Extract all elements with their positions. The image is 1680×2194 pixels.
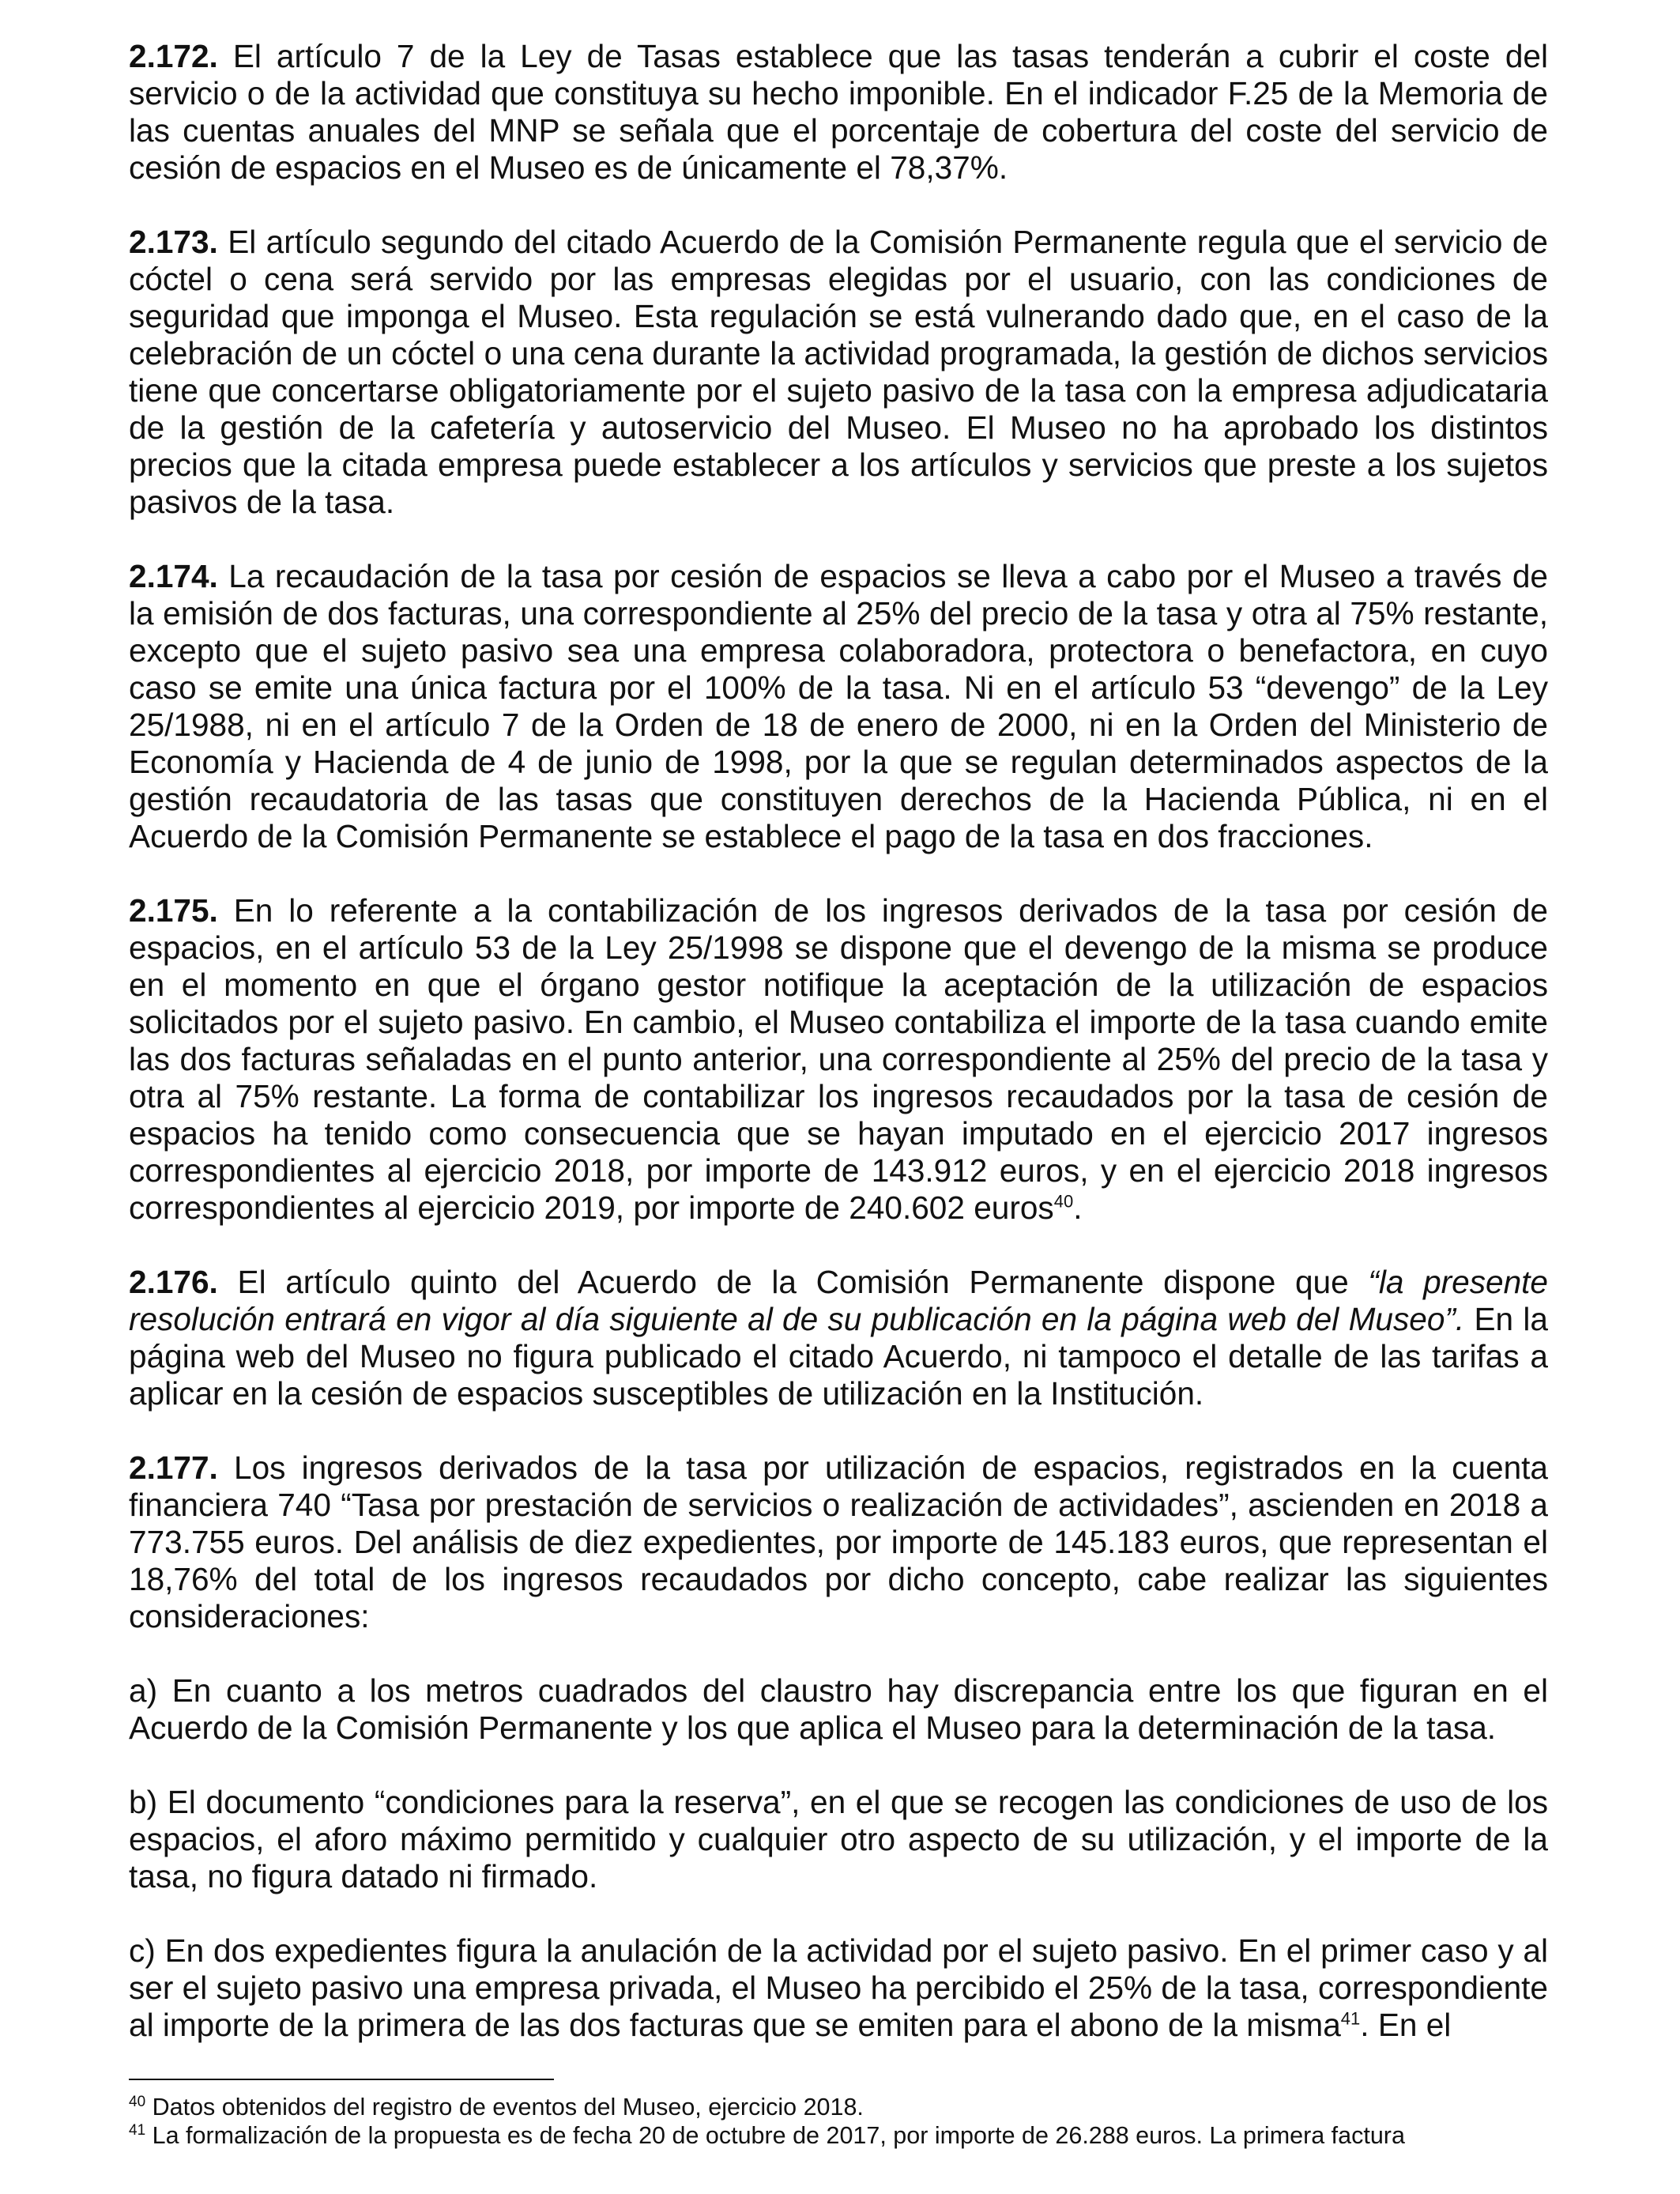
paragraph-number: 2.173. xyxy=(129,224,218,260)
footnote-reference[interactable]: 40 xyxy=(1053,1191,1074,1212)
paragraph-text: Los ingresos derivados de la tasa por utilización de espacios, registrados en la cuenta financiera 740 “Tasa por prestación de servicios o realización de actividades”, ascienden en 2018 a 773.755 euros. Del análisis de diez expedientes, por importe de 145.183 euros, que representan el 18,76% del total de los ingresos recaudados por dicho concepto, cabe realizar las siguientes consideraciones: xyxy=(129,1449,1548,1634)
list-item-c xyxy=(129,1932,1548,2044)
paragraph-text: El artículo segundo del citado Acuerdo de la Comisión Permanente regula que el servicio de cóctel o cena será servido por las empresas elegidas por el usuario, con las condiciones de seguridad que imponga el Museo. Esta regulación se está vulnerando dado que, en el caso de la celebración de un cóctel o una cena durante la actividad programada, la gestión de dichos servicios tiene que concertarse obligatoriamente por el sujeto pasivo de la tasa con la empresa adjudicataria de la gestión de la cafetería y autoservicio del Museo. El Museo no ha aprobado los distintos precios que la citada empresa puede establecer a los artículos y servicios que preste a los sujetos pasivos de la tasa. xyxy=(129,224,1548,520)
footnote-text: La formalización de la propuesta es de fecha 20 de octubre de 2017, por importe de 26.288 euros. La primera factura xyxy=(145,2122,1405,2149)
paragraph-number: 2.174. xyxy=(129,558,218,594)
paragraph-number: 2.172. xyxy=(129,38,218,74)
footnote-reference[interactable]: 41 xyxy=(1340,2008,1361,2029)
paragraph-2-172 xyxy=(129,38,1548,187)
paragraph-text: En lo referente a la contabilización de los ingresos derivados de la tasa por cesión de espacios, en el artículo 53 de la Ley 25/1998 se dispone que el devengo de la misma se produce en el momento en que el órgano gestor notifique la aceptación de la utilización de espacios solicitados por el sujeto pasivo. En cambio, el Museo contabiliza el importe de la tasa cuando emite las dos facturas señaladas en el punto anterior, una correspondiente al 25% del precio de la tasa y otra al 75% restante. La forma de contabilizar los ingresos recaudados por la tasa de cesión de espacios ha tenido como consecuencia que se hayan imputado en el ejercicio 2017 ingresos correspondientes al ejercicio 2018, por importe de 143.912 euros, y en el ejercicio 2018 ingresos correspondientes al ejercicio 2019, por importe de 240.602 euros xyxy=(129,892,1548,1226)
footnote-41 xyxy=(129,2121,1548,2150)
quoted-text: “la presente resolución entrará en vigor al día siguiente al de su publicación en la página web del Museo”. xyxy=(129,1264,1548,1337)
list-item-text-end: . En el xyxy=(1360,2007,1452,2043)
footnote-separator xyxy=(129,2079,554,2080)
footnote-text: Datos obtenidos del registro de eventos del Museo, ejercicio 2018. xyxy=(145,2094,864,2120)
footnotes xyxy=(129,2093,1548,2150)
paragraph-2-175 xyxy=(129,892,1548,1227)
paragraph-2-174 xyxy=(129,558,1548,855)
paragraph-text: El artículo 7 de la Ley de Tasas establece que las tasas tenderán a cubrir el coste del servicio o de la actividad que constituya su hecho imponible. En el indicador F.25 de la Memoria de las cuentas anuales del MNP se señala que el porcentaje de cobertura del coste del servicio de cesión de espacios en el Museo es de únicamente el 78,37%. xyxy=(129,38,1548,186)
paragraph-2-177 xyxy=(129,1449,1548,1635)
list-item-b xyxy=(129,1784,1548,1895)
paragraph-2-176 xyxy=(129,1264,1548,1412)
paragraph-number: 2.176. xyxy=(129,1264,218,1300)
paragraph-2-173 xyxy=(129,224,1548,521)
footnote-number: 41 xyxy=(129,2121,146,2139)
list-item-a xyxy=(129,1672,1548,1747)
list-item-text: c) En dos expedientes figura la anulación de la actividad por el sujeto pasivo. En el primer caso y al ser el sujeto pasivo una empresa privada, el Museo ha percibido el 25% de la tasa, correspondiente al importe de la primera de las dos facturas que se emiten para el abono de la misma xyxy=(129,1932,1548,2043)
footnote-number: 40 xyxy=(129,2093,146,2110)
paragraph-text: El artículo quinto del Acuerdo de la Comisión Permanente dispone que xyxy=(237,1264,1369,1300)
paragraph-text: La recaudación de la tasa por cesión de espacios se lleva a cabo por el Museo a través de la emisión de dos facturas, una correspondiente al 25% del precio de la tasa y otra al 75% restante, excepto que el sujeto pasivo sea una empresa colaboradora, protectora o benefactora, en cuyo caso se emite una única factura por el 100% de la tasa. Ni en el artículo 53 “devengo” de la Ley 25/1988, ni en el artículo 7 de la Orden de 18 de enero de 2000, ni en la Orden del Ministerio de Economía y Hacienda de 4 de junio de 1998, por la que se regulan determinados aspectos de la gestión recaudatoria de las tasas que constituyen derechos de la Hacienda Pública, ni en el Acuerdo de la Comisión Permanente se establece el pago de la tasa en dos fracciones. xyxy=(129,558,1548,854)
paragraph-text-end: En la página web del Museo no figura publicado el citado Acuerdo, ni tampoco el detalle de las tarifas a aplicar en la cesión de espacios susceptibles de utilización en la Institución. xyxy=(129,1301,1548,1412)
paragraph-number: 2.175. xyxy=(129,892,218,929)
footnote-40 xyxy=(129,2093,1548,2121)
paragraph-text-end: . xyxy=(1073,1189,1083,1226)
document-body xyxy=(129,38,1548,2081)
paragraph-number: 2.177. xyxy=(129,1449,218,1486)
list-item-text: a) En cuanto a los metros cuadrados del claustro hay discrepancia entre los que figuran en el Acuerdo de la Comisión Permanente y los que aplica el Museo para la determinación de la tasa. xyxy=(129,1672,1548,1746)
list-item-text: b) El documento “condiciones para la reserva”, en el que se recogen las condiciones de uso de los espacios, el aforo máximo permitido y cualquier otro aspecto de su utilización, y el importe de la tasa, no figura datado ni firmado. xyxy=(129,1784,1548,1894)
